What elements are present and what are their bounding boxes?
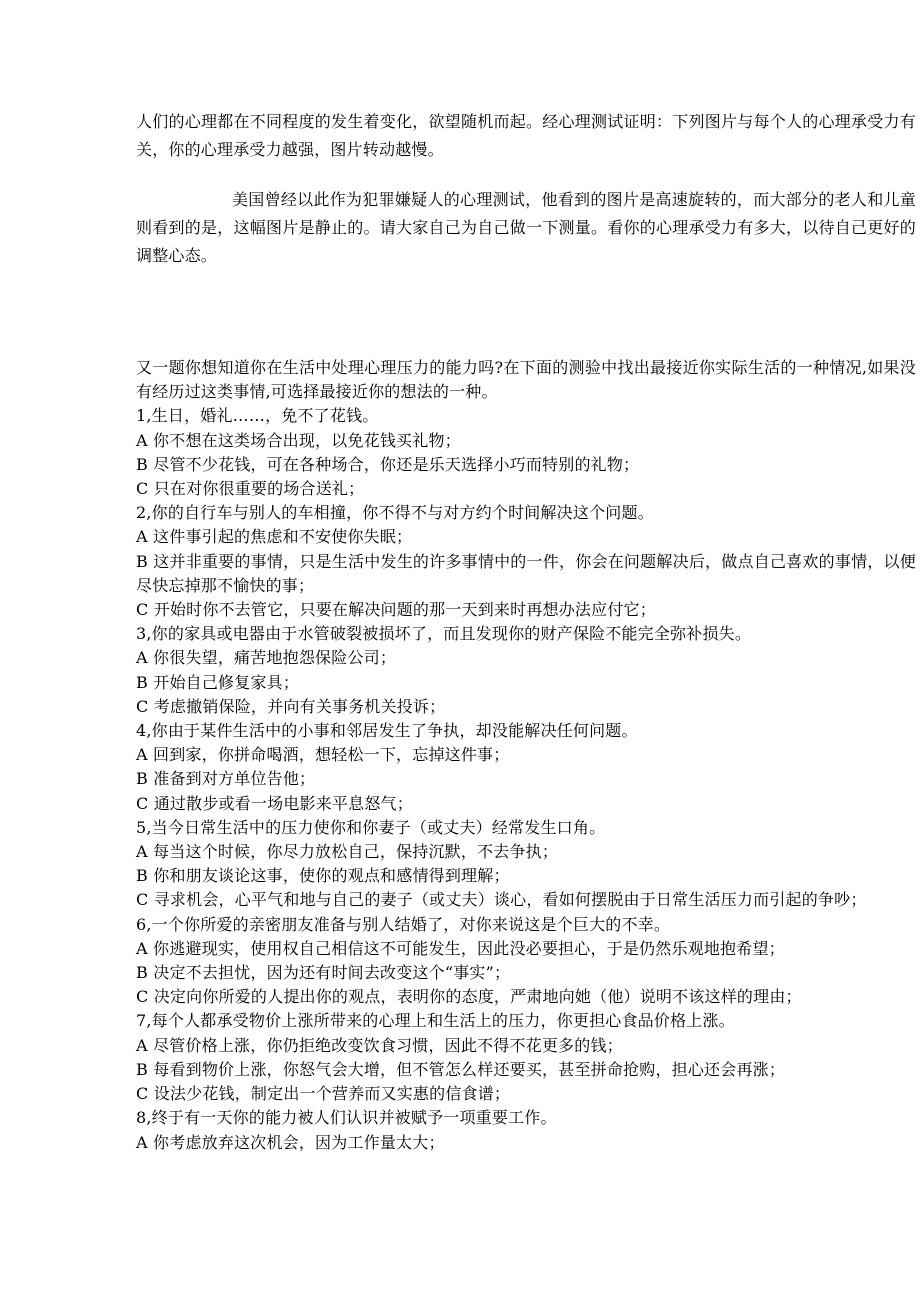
intro-paragraph-1: 人们的心理都在不同程度的发生着变化，欲望随机而起。经心理测试证明：下列图片与每个人的心理承受力有关，你的心理承受力越强，图片转动越慢。 xyxy=(136,112,916,159)
document-page xyxy=(136,108,916,1155)
option-6c: C 决定向你所爱的人提出你的观点，表明你的态度，严肃地向她（他）说明不该这样的理由； xyxy=(136,987,802,1007)
question-1: 1,生日，婚礼……，免不了花钱。 xyxy=(136,406,379,426)
question-5: 5,当今日常生活中的压力使你和你妻子（或丈夫）经常发生口角。 xyxy=(136,817,606,837)
option-4b: B 准备到对方单位告他； xyxy=(136,769,316,789)
question-2: 2,你的自行车与别人的车相撞，你不得不与对方约个时间解决这个问题。 xyxy=(136,503,654,523)
option-5a: A 每当这个时候，你尽力放松自己，保持沉默，不去争执； xyxy=(136,842,559,862)
option-6b: B 决定不去担忧，因为还有时间去改变这个“事实”； xyxy=(136,963,511,983)
option-6a: A 你逃避现实，使用权自己相信这不可能发生，因此没必要担心，于是仍然乐观地抱希望； xyxy=(136,938,785,958)
option-1b: B 尽管不少花钱，可在各种场合，你还是乐天选择小巧而特别的礼物； xyxy=(136,454,640,474)
option-2c: C 开始时你不去管它，只要在解决问题的那一天到来时再想办法应付它； xyxy=(136,600,656,620)
quiz-intro: 又一题你想知道你在生活中处理心理压力的能力吗?在下面的测验中找出最接近你实际生活的一种情况,如果没有经历过这类事情,可选择最接近你的想法的一种。 xyxy=(136,358,916,402)
option-7b: B 每看到物价上涨，你怒气会大增，但不管怎么样还要买，甚至拼命抢购，担心还会再涨； xyxy=(136,1059,786,1079)
question-6: 6,一个你所爱的亲密朋友准备与别人结婚了，对你来说这是个巨大的不幸。 xyxy=(136,914,671,934)
option-3c: C 考虑撤销保险，并向有关事务机关投诉； xyxy=(136,696,446,716)
option-1c: C 只在对你很重要的场合送礼； xyxy=(136,479,365,499)
option-4c: C 通过散步或看一场电影来平息怒气； xyxy=(136,793,413,813)
option-4a: A 回到家，你拼命喝酒，想轻松一下，忘掉这件事； xyxy=(136,745,510,765)
question-7: 7,每个人都承受物价上涨所带来的心理上和生活上的压力，你更担心食品价格上涨。 xyxy=(136,1011,735,1031)
option-3a: A 你很失望，痛苦地抱怨保险公司； xyxy=(136,648,397,668)
option-2a: A 这件事引起的焦虑和不安使你失眠； xyxy=(136,527,413,547)
option-3b: B 开始自己修复家具； xyxy=(136,672,300,692)
option-5c: C 寻求机会，心平气和地与自己的妻子（或丈夫）谈心，看如何摆脱由于日常生活压力而引起的争吵； xyxy=(136,890,867,910)
question-3: 3,你的家具或电器由于水管破裂被损坏了，而且发现你的财产保险不能完全弥补损失。 xyxy=(136,624,752,644)
option-2b: B 这并非重要的事情，只是生活中发生的许多事情中的一件，你会在问题解决后，做点自己喜欢的事情，以便尽快忘掉那不愉快的事； xyxy=(136,551,916,595)
question-4: 4,你由于某件生活中的小事和邻居发生了争执，却没能解决任何问题。 xyxy=(136,721,638,741)
blank-spacer xyxy=(136,270,916,356)
intro-paragraph-2: 美国曾经以此作为犯罪嫌疑人的心理测试，他看到的图片是高速旋转的，而大部分的老人和儿童则看到的是，这幅图片是静止的。请大家自己为自己做一下测量。看你的心理承受力有多大，以待自己更好的调整心态。 xyxy=(136,190,916,265)
question-8: 8,终于有一天你的能力被人们认识并被赋予一项重要工作。 xyxy=(136,1108,557,1128)
option-5b: B 你和朋友谈论这事，使你的观点和感情得到理解； xyxy=(136,866,510,886)
option-8a: A 你考虑放弃这次机会，因为工作量太大； xyxy=(136,1132,445,1152)
option-1a: A 你不想在这类场合出现，以免花钱买礼物； xyxy=(136,430,461,450)
quiz-section xyxy=(136,356,916,1155)
option-7a: A 尽管价格上涨，你仍拒绝改变饮食习惯，因此不得不花更多的钱； xyxy=(136,1035,623,1055)
option-7c: C 设法少花钱，制定出一个营养而又实惠的信食谱； xyxy=(136,1084,511,1104)
